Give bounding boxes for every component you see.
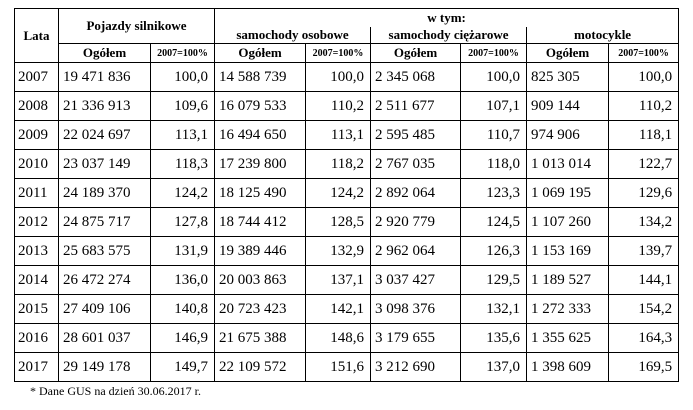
total-cell: 825 305	[527, 63, 609, 92]
table-row	[15, 150, 679, 179]
motorcycles-header: motocykle	[527, 27, 679, 44]
total-cell: 16 494 650	[215, 121, 306, 150]
year-cell: 2013	[15, 237, 59, 266]
total-cell: 1 013 014	[527, 150, 609, 179]
table-body	[15, 63, 679, 382]
index-cell: 100,0	[461, 63, 527, 92]
total-cell: 1 107 260	[527, 208, 609, 237]
index-cell: 131,9	[151, 237, 215, 266]
total-cell: 14 588 739	[215, 63, 306, 92]
table-row	[15, 295, 679, 324]
total-cell: 16 079 533	[215, 92, 306, 121]
total-cell: 22 109 572	[215, 353, 306, 382]
vehicles-total-header: Ogółem	[59, 44, 151, 63]
total-cell: 3 179 655	[371, 324, 461, 353]
motorcycles-index-header: 2007=100%	[609, 44, 679, 63]
table-row	[15, 92, 679, 121]
index-cell: 137,1	[306, 266, 371, 295]
index-cell: 110,2	[306, 92, 371, 121]
total-cell: 2 767 035	[371, 150, 461, 179]
index-cell: 169,5	[609, 353, 679, 382]
index-cell: 123,3	[461, 179, 527, 208]
index-cell: 137,0	[461, 353, 527, 382]
table-row	[15, 324, 679, 353]
total-cell: 22 024 697	[59, 121, 151, 150]
total-cell: 2 962 064	[371, 237, 461, 266]
total-cell: 25 683 575	[59, 237, 151, 266]
index-cell: 118,1	[609, 121, 679, 150]
vehicles-index-header: 2007=100%	[151, 44, 215, 63]
index-cell: 139,7	[609, 237, 679, 266]
total-cell: 1 069 195	[527, 179, 609, 208]
table-row	[15, 266, 679, 295]
years-header: Lata	[15, 9, 59, 63]
cars-index-header: 2007=100%	[306, 44, 371, 63]
index-cell: 113,1	[151, 121, 215, 150]
index-cell: 124,2	[151, 179, 215, 208]
index-cell: 109,6	[151, 92, 215, 121]
total-cell: 21 675 388	[215, 324, 306, 353]
total-cell: 20 723 423	[215, 295, 306, 324]
total-cell: 2 920 779	[371, 208, 461, 237]
total-cell: 2 595 485	[371, 121, 461, 150]
trucks-index-header: 2007=100%	[461, 44, 527, 63]
total-cell: 974 906	[527, 121, 609, 150]
index-cell: 142,1	[306, 295, 371, 324]
total-cell: 3 212 690	[371, 353, 461, 382]
total-cell: 3 037 427	[371, 266, 461, 295]
index-cell: 118,2	[306, 150, 371, 179]
index-cell: 118,3	[151, 150, 215, 179]
footnote: * Dane GUS na dzień 30.06.2017 r.	[30, 384, 201, 398]
index-cell: 124,2	[306, 179, 371, 208]
index-cell: 110,2	[609, 92, 679, 121]
index-cell: 144,1	[609, 266, 679, 295]
total-cell: 26 472 274	[59, 266, 151, 295]
total-cell: 24 875 717	[59, 208, 151, 237]
vehicle-registration-table	[14, 8, 679, 382]
table-row	[15, 63, 679, 92]
year-cell: 2015	[15, 295, 59, 324]
total-cell: 1 398 609	[527, 353, 609, 382]
index-cell: 149,7	[151, 353, 215, 382]
index-cell: 122,7	[609, 150, 679, 179]
total-cell: 20 003 863	[215, 266, 306, 295]
year-cell: 2007	[15, 63, 59, 92]
index-cell: 100,0	[306, 63, 371, 92]
motorcycles-total-header: Ogółem	[527, 44, 609, 63]
table-row	[15, 208, 679, 237]
total-cell: 3 098 376	[371, 295, 461, 324]
index-cell: 164,3	[609, 324, 679, 353]
index-cell: 136,0	[151, 266, 215, 295]
vehicles-header: Pojazdy silnikowe	[59, 9, 215, 44]
total-cell: 2 345 068	[371, 63, 461, 92]
table-row	[15, 179, 679, 208]
total-cell: 29 149 178	[59, 353, 151, 382]
index-cell: 128,5	[306, 208, 371, 237]
index-cell: 126,3	[461, 237, 527, 266]
total-cell: 23 037 149	[59, 150, 151, 179]
total-cell: 19 471 836	[59, 63, 151, 92]
table-row	[15, 353, 679, 382]
total-cell: 2 511 677	[371, 92, 461, 121]
index-cell: 100,0	[609, 63, 679, 92]
total-cell: 1 272 333	[527, 295, 609, 324]
index-cell: 154,2	[609, 295, 679, 324]
index-cell: 146,9	[151, 324, 215, 353]
index-cell: 151,6	[306, 353, 371, 382]
total-cell: 909 144	[527, 92, 609, 121]
index-cell: 110,7	[461, 121, 527, 150]
cars-header: samochody osobowe	[215, 27, 371, 44]
index-cell: 124,5	[461, 208, 527, 237]
index-cell: 113,1	[306, 121, 371, 150]
including-header: w tym:	[215, 9, 679, 28]
year-cell: 2012	[15, 208, 59, 237]
index-cell: 129,5	[461, 266, 527, 295]
total-cell: 2 892 064	[371, 179, 461, 208]
index-cell: 148,6	[306, 324, 371, 353]
year-cell: 2011	[15, 179, 59, 208]
index-cell: 118,0	[461, 150, 527, 179]
year-cell: 2014	[15, 266, 59, 295]
total-cell: 28 601 037	[59, 324, 151, 353]
table-row	[15, 237, 679, 266]
year-cell: 2010	[15, 150, 59, 179]
index-cell: 140,8	[151, 295, 215, 324]
total-cell: 27 409 106	[59, 295, 151, 324]
cars-total-header: Ogółem	[215, 44, 306, 63]
index-cell: 132,1	[461, 295, 527, 324]
index-cell: 107,1	[461, 92, 527, 121]
trucks-header: samochody ciężarowe	[371, 27, 527, 44]
total-cell: 1 153 169	[527, 237, 609, 266]
year-cell: 2017	[15, 353, 59, 382]
total-cell: 19 389 446	[215, 237, 306, 266]
total-cell: 1 355 625	[527, 324, 609, 353]
total-cell: 1 189 527	[527, 266, 609, 295]
index-cell: 134,2	[609, 208, 679, 237]
year-cell: 2008	[15, 92, 59, 121]
index-cell: 100,0	[151, 63, 215, 92]
trucks-total-header: Ogółem	[371, 44, 461, 63]
index-cell: 135,6	[461, 324, 527, 353]
total-cell: 24 189 370	[59, 179, 151, 208]
index-cell: 129,6	[609, 179, 679, 208]
year-cell: 2009	[15, 121, 59, 150]
index-cell: 132,9	[306, 237, 371, 266]
index-cell: 127,8	[151, 208, 215, 237]
total-cell: 18 125 490	[215, 179, 306, 208]
total-cell: 21 336 913	[59, 92, 151, 121]
table-row	[15, 121, 679, 150]
total-cell: 17 239 800	[215, 150, 306, 179]
total-cell: 18 744 412	[215, 208, 306, 237]
year-cell: 2016	[15, 324, 59, 353]
